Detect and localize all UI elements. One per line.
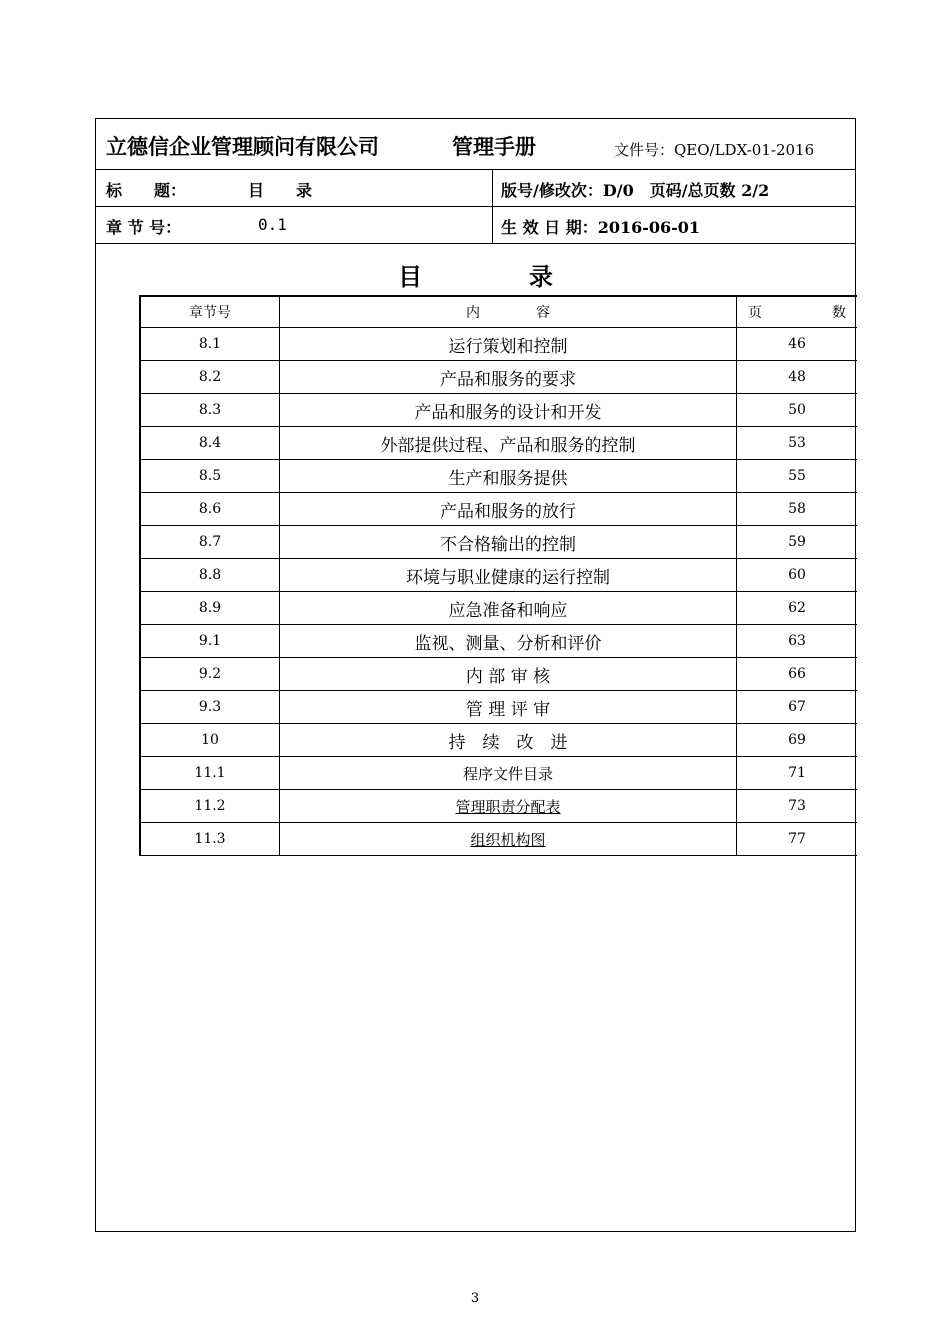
row-page: 67 [737,691,858,724]
toc-link[interactable]: 管理职责分配表 [455,797,561,816]
row-content: 生产和服务提供 [280,460,737,493]
row-content: 管 理 评 审 [280,691,737,724]
table-row[interactable] [140,724,857,757]
table-row[interactable] [140,394,857,427]
row-content: 应急准备和响应 [280,592,737,625]
row-content: 产品和服务的要求 [280,361,737,394]
table-row[interactable] [140,757,857,790]
page-number: 3 [470,1291,480,1306]
row-chapter: 10 [140,724,280,757]
row-content: 不合格输出的控制 [280,526,737,559]
row-chapter: 9.2 [140,658,280,691]
row-page: 48 [737,361,858,394]
company-name: 立德信企业管理顾问有限公司 [106,134,379,159]
table-row[interactable] [140,559,857,592]
toc-heading-part2: 录 [528,262,553,291]
version-info: 版号/修改次：D/0 页码/总页数 2/2 [501,181,770,200]
row-content: 持 续 改 进 [280,724,737,757]
row-page: 55 [737,460,858,493]
row-page: 53 [737,427,858,460]
row-page: 60 [737,559,858,592]
row-page: 50 [737,394,858,427]
row-content: 外部提供过程、产品和服务的控制 [280,427,737,460]
row-chapter: 9.3 [140,691,280,724]
table-row[interactable] [140,823,857,856]
row-content: 程序文件目录 [280,757,737,790]
row-page: 63 [737,625,858,658]
table-row[interactable] [140,460,857,493]
table-row[interactable] [140,328,857,361]
row-content [280,823,737,856]
row-content: 产品和服务的放行 [280,493,737,526]
row-chapter: 11.2 [140,790,280,823]
row-chapter: 8.5 [140,460,280,493]
row-chapter: 8.7 [140,526,280,559]
row-content [280,790,737,823]
row-chapter: 8.2 [140,361,280,394]
chapter-value: 0.1 [258,215,287,234]
row-chapter: 8.6 [140,493,280,526]
row-content: 运行策划和控制 [280,328,737,361]
table-row[interactable] [140,427,857,460]
title-label: 标 题： [106,181,187,200]
row-chapter: 11.1 [140,757,280,790]
chapter-row [96,207,855,244]
row-chapter: 8.3 [140,394,280,427]
table-row[interactable] [140,592,857,625]
toc-heading [96,257,855,292]
effective-date: 生 效 日 期：2016-06-01 [501,218,701,237]
toc-header-row [140,296,857,328]
row-page: 62 [737,592,858,625]
manual-title: 管理手册 [452,134,536,159]
row-chapter: 8.4 [140,427,280,460]
toc-heading-part1: 目 [398,262,423,291]
table-row[interactable] [140,625,857,658]
row-page: 69 [737,724,858,757]
row-page: 59 [737,526,858,559]
row-page: 71 [737,757,858,790]
chapter-label: 章 节 号： [106,218,182,237]
table-row[interactable] [140,691,857,724]
row-chapter: 8.8 [140,559,280,592]
document-frame [95,118,856,1232]
row-chapter: 9.1 [140,625,280,658]
row-content: 内 部 审 核 [280,658,737,691]
row-content: 环境与职业健康的运行控制 [280,559,737,592]
col-header-page: 页 数 [737,296,858,328]
toc-link[interactable]: 组织机构图 [470,830,546,849]
col-header-content: 内 容 [280,296,737,328]
document-number: 文件号：QEO/LDX-01-2016 [614,141,815,159]
toc-table [139,295,857,856]
col-header-chapter: 章节号 [140,296,280,328]
row-chapter: 11.3 [140,823,280,856]
row-page: 58 [737,493,858,526]
row-page: 66 [737,658,858,691]
table-row[interactable] [140,493,857,526]
row-page: 77 [737,823,858,856]
table-row[interactable] [140,526,857,559]
title-value: 目 录 [248,181,313,200]
header-divider [492,170,493,244]
row-chapter: 8.9 [140,592,280,625]
table-row[interactable] [140,361,857,394]
row-page: 46 [737,328,858,361]
table-row[interactable] [140,658,857,691]
header-row [96,119,855,170]
row-content: 监视、测量、分析和评价 [280,625,737,658]
table-row[interactable] [140,790,857,823]
row-content: 产品和服务的设计和开发 [280,394,737,427]
row-page: 73 [737,790,858,823]
title-row [96,170,855,207]
row-chapter: 8.1 [140,328,280,361]
